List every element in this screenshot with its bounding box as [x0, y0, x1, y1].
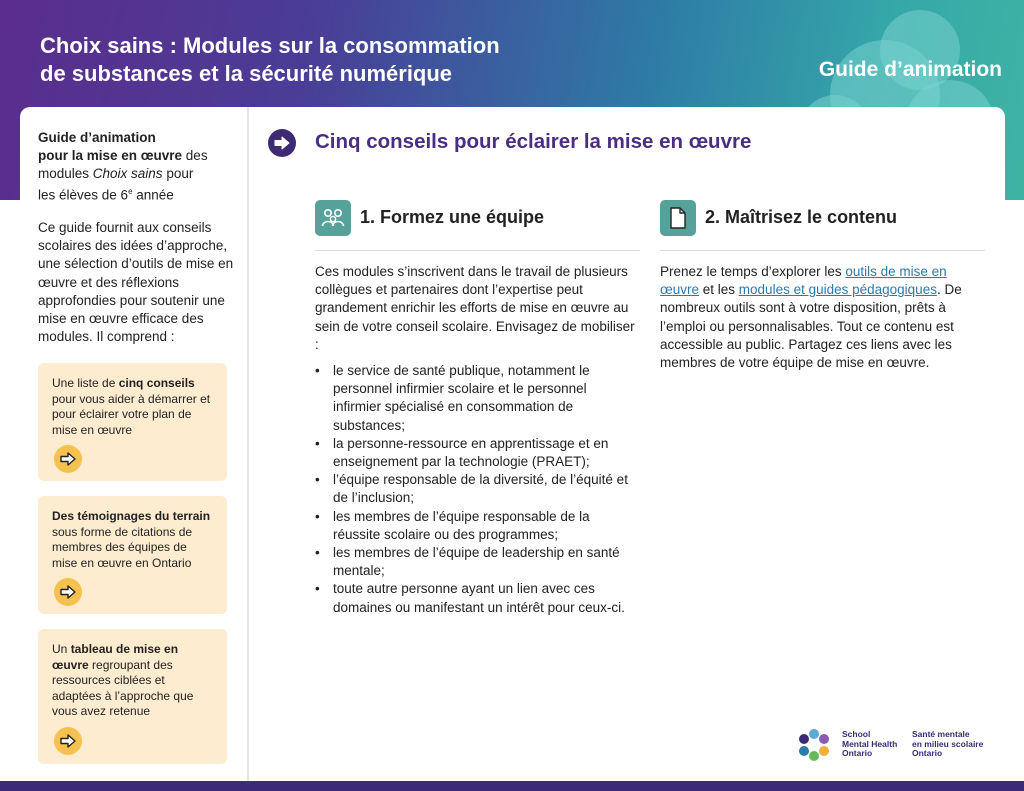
logo-line: Santé mentale [912, 729, 970, 739]
logo-line: en milieu scolaire [912, 738, 984, 749]
intro-bold-2: pour la mise en œuvre [38, 148, 183, 163]
logo-text-fr [912, 730, 983, 759]
arrow-right-icon[interactable] [54, 578, 82, 606]
card-text: pour vous aider à démarrer et pour éclairer votre plan de mise en œuvre [52, 391, 211, 437]
arrow-right-icon [268, 129, 296, 157]
list-item: • la personne-ressource en apprentissage et en enseignement par la technologie (PRAET); [315, 435, 635, 471]
intro-text: modules [38, 166, 93, 181]
card-text: sous forme de citations de membres des équipes de mise en œuvre en Ontario [52, 524, 193, 570]
card-text: regroupant des ressources ciblées et adaptées à l’approche que vous avez retenue [52, 657, 194, 718]
section-2-title: 2. Maîtrisez le contenu [705, 207, 898, 227]
body-text: Prenez le temps d’explorer les [660, 264, 846, 279]
section-1-title: 1. Formez une équipe [360, 207, 545, 227]
logo-line: Ontario [842, 748, 873, 758]
logo-text-en [842, 730, 897, 759]
card-bold: tableau de mise en œuvre [52, 642, 179, 672]
body-text: et les [699, 282, 739, 298]
intro-text: pour [162, 166, 194, 181]
team-icon [315, 200, 351, 236]
modules-link[interactable]: modules et guides pédagogiques [738, 282, 937, 298]
divider [315, 250, 640, 251]
card-text: Un [52, 642, 71, 656]
document-title [40, 32, 600, 88]
logo-line: Mental Health [842, 738, 898, 749]
document-icon [660, 200, 696, 236]
list-item: • le service de santé publique, notamment le personnel infirmier scolaire et le personnel infirmier spécialisé en consommation de substances; [315, 362, 635, 435]
section-1-body: Ces modules s’inscrivent dans le travail de plusieurs collègues et partenaires dont l’expertise peut grandement enrichir les efforts de mise en œuvre au sein de votre conseil scolaire. Envisagez de mobiliser : [315, 264, 635, 352]
arrow-right-icon[interactable] [54, 727, 82, 755]
sidebar-intro [38, 129, 238, 205]
section-2-body [660, 263, 985, 372]
body-text: . De nombreux outils sont à votre disposition, prêts à l’emploi ou personnalisables. Tout ce contenu est accessible au public. Partagez ces liens avec les membres de votre équipe de mise en œuvre. [660, 282, 962, 371]
side-card-tips [38, 363, 227, 481]
card-bold: cinq conseils [118, 376, 195, 390]
intro-text: des [182, 148, 208, 163]
card-text: Une liste de [52, 376, 119, 390]
tools-link[interactable]: outils de mise en œuvre [660, 264, 947, 298]
list-item: • toute autre personne ayant un lien avec ces domaines ou manifestant un intérêt pour ceux-ci. [315, 580, 635, 616]
sidebar-description: Ce guide fournit aux conseils scolaires des idées d’approche, une sélection d’outils de mise en œuvre et des réflexions approfondies pour soutenir une mise en œuvre efficace des modules. Il comprend : [38, 220, 234, 345]
list-item: • l’équipe responsable de la diversité, de l’équité et de l’inclusion; [315, 471, 635, 507]
guide-label: Guide d’animation [818, 58, 1002, 81]
side-card-table [38, 629, 227, 764]
side-card-testimonials [38, 496, 227, 614]
team-members-list [315, 362, 635, 617]
sidebar [20, 107, 249, 781]
bottom-bar [0, 781, 1024, 791]
intro-text: année [132, 187, 174, 203]
list-item: • les membres de l’équipe responsable de la réussite scolaire ou des programmes; [315, 508, 635, 544]
divider [660, 250, 985, 251]
card-bold: Des témoignages du terrain [52, 509, 211, 523]
title-line-1: Choix sains : Modules sur la consommation [40, 33, 500, 58]
list-item: • les membres de l’équipe de leadership en santé mentale; [315, 544, 635, 580]
intro-italic: Choix sains [92, 166, 163, 181]
title-line-2: de substances et la sécurité numérique [40, 61, 453, 86]
logo-line: School [842, 729, 871, 739]
main-title: Cinq conseils pour éclairer la mise en œuvre [315, 130, 752, 153]
intro-sup: e [128, 187, 133, 196]
intro-text: les élèves de 6 [38, 187, 129, 203]
intro-bold-1: Guide d’animation [38, 130, 156, 145]
logo-line: Ontario [912, 748, 943, 758]
arrow-right-icon[interactable] [54, 445, 82, 473]
smho-logo [797, 728, 831, 762]
